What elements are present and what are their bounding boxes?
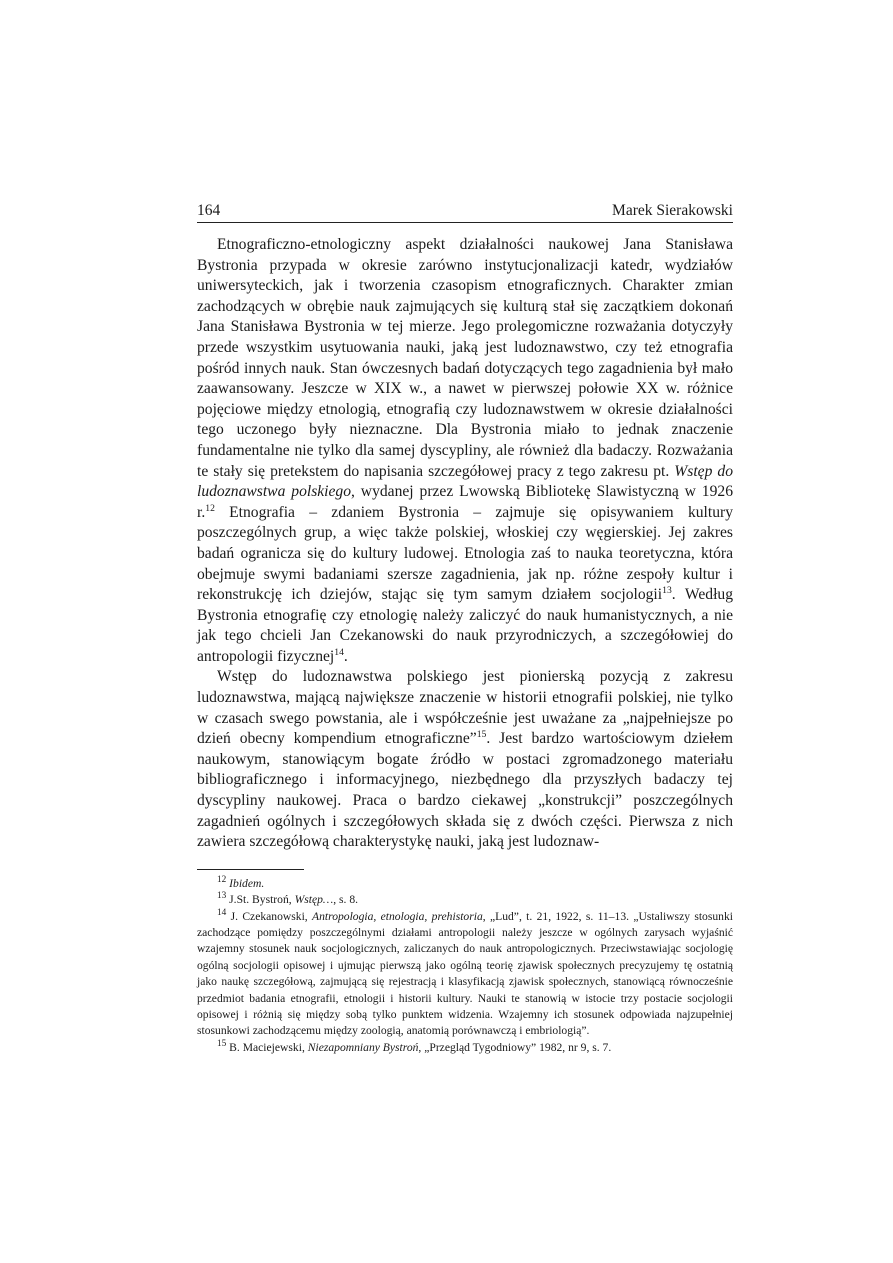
footnote-13-text-a: J.St. Bystroń, — [229, 893, 295, 907]
footnote-14-title: Antropologia, etnologia, prehistoria — [312, 909, 483, 923]
footnote-ref-13[interactable]: 13 — [662, 584, 672, 596]
paragraph-1-text-a: Etnograficzno-etnologiczny aspekt działalności naukowej Jana Stanisława Bystronia przypada w okresie zarówno instytucjonalizacji katedr, wydziałów uniwersyteckich, jak i tworzenia czasopism etnograficznych. Charakter zmian zachodzących w obrębie nauk zajmujących się kulturą stał się zaczątkiem dokonań Jana Stanisława Bystronia w tej mierze. Jego prolegomiczne rozważania dotyczyły przede wszystkim usytuowania nauki, jaką jest ludoznawstwo, czy też etnografia pośród innych nauk. Stan ówczesnych badań dotyczących tego zagadnienia był mało zaawansowany. Jeszcze w XIX w., a nawet w pierwszej połowie XX w. różnice pojęciowe między etnologią, etnografią czy ludoznawstwem w okresie działalności tego uczonego były nieznaczne. Dla Bystronia miało to jednak znaczenie fundamentalne nie tylko dla samej dyscypliny, ale również dla badaczy. Rozważania te stały się pretekstem do napisania szczegółowej pracy z tego zakresu pt. — [197, 236, 733, 480]
book-page — [197, 200, 733, 1056]
footnote-ref-15[interactable]: 15 — [476, 729, 487, 741]
footnote-14 — [197, 909, 733, 1040]
footnote-number-13: 13 — [217, 891, 227, 902]
footnote-15-text-b: , „Przegląd Tygodniowy” 1982, nr 9, s. 7. — [418, 1040, 612, 1054]
footnote-ref-14[interactable]: 14 — [334, 646, 344, 658]
paragraph-2-text-a: Wstęp do ludoznawstwa polskiego jest pionierską pozycją z zakresu ludoznawstwa, mającą największe znaczenie w historii etnografii polskiej, nie tylko w czasach swego powstania, ale i współcześnie jest uważane za „najpełniejsze po dzień obecny kompendium etnograficzne” — [197, 668, 733, 748]
footnote-separator — [197, 869, 304, 870]
footnote-15-title: Niezapomniany Bystroń — [307, 1040, 419, 1054]
footnote-ref-12[interactable]: 12 — [205, 502, 215, 514]
footnote-12 — [197, 876, 733, 892]
footnote-15-text-a: B. Maciejewski, — [229, 1040, 308, 1054]
footnotes — [197, 876, 733, 1056]
footnote-number-15: 15 — [217, 1039, 227, 1050]
paragraph-1-text-b: , wydanej przez Lwowską Bibliotekę Slawistyczną w 1926 r. — [197, 483, 733, 521]
paragraph-1-text-e: . — [343, 647, 348, 665]
paragraph-2-text-b: . Jest bardzo wartościowym dziełem naukowym, stanowiącym bogate źródło w postaci zgromadzonego materiału bibliograficznego i informacyjnego, niezbędnego dla przyszłych badaczy tej dyscypliny naukowej. Praca o bardzo ciekawej „konstrukcji” poszczególnych zagadnień ogólnych i szczegółowych składa się z dwóch części. Pierwsza z nich zawiera szczegółową charakterystykę nauki, jaką jest ludoznaw- — [197, 730, 733, 851]
footnote-13 — [197, 892, 733, 908]
running-head-author: Marek Sierakowski — [612, 202, 733, 219]
paragraph-1-text-d: . Według Bystronia etnografię czy etnologię należy zaliczyć do nauk humanistycznych, a nie jak tego chcieli Jan Czekanowski do nauk przyrodniczych, a szczegółowiej do antropologii fizycznej — [197, 586, 733, 665]
paragraph-1-text-c: Etnografia – zdaniem Bystronia – zajmuje się opisywaniem kultury poszczególnych grup, a więc także polskiej, włoskiej czy węgierskiej. Jej zakres badań ogranicza się do kultury ludowej. Etnologia zaś to nauka teoretyczna, która obejmuje swymi badaniami szersze zagadnienia, jak np. różne zespoły kultur i rekonstrukcję ich dziejów, stając się tym samym działem socjologii — [197, 503, 733, 604]
footnote-13-text-b: , s. 8. — [333, 893, 359, 907]
paragraph-2 — [197, 667, 733, 852]
footnote-15 — [197, 1040, 733, 1056]
footnote-14-text-a: J. Czekanowski, — [230, 909, 313, 923]
footnote-12-text: Ibidem. — [229, 876, 265, 890]
running-head — [197, 200, 733, 223]
footnote-13-title: Wstęp… — [294, 893, 334, 907]
book-title-wstep: Wstęp do ludoznawstwa polskiego — [197, 462, 733, 501]
footnote-number-14: 14 — [217, 907, 227, 918]
main-text — [197, 235, 733, 853]
footnote-14-text-b: , „Lud”, t. 21, 1922, s. 11–13. „Ustaliwszy stosunki zachodzące pomiędzy poszczególnymi działami antropologii należy jeszcze w ogólnych zarysach wyjaśnić wzajemny stosunek nauk socjologicznych, zaliczanych do nauk antropologicznych. Przeciwstawiając socjologię ogólną socjologii opisowej i ujmując pierwszą jako ogólną teorię zjawisk społecznych precyzujemy tę ostatnią jako naukę szczegółową, zajmującą się rejestracją i klasyfikacją zjawisk społecznych, stanowiącą równocześnie przedmiot badania etnografii, etnologii i historii kultury. Nauki te stanowią w istocie trzy postacie socjologii opisowej i różnią się między sobą tylko punktem widzenia. Wzajemny ich stosunek odpowiada najzupełniej stosunkowi zachodzącemu między zoologią, anatomią porównawczą i embriologią”. — [197, 909, 733, 1038]
footnote-number-12: 12 — [217, 874, 227, 885]
page-number: 164 — [197, 202, 221, 219]
paragraph-1 — [197, 235, 733, 667]
